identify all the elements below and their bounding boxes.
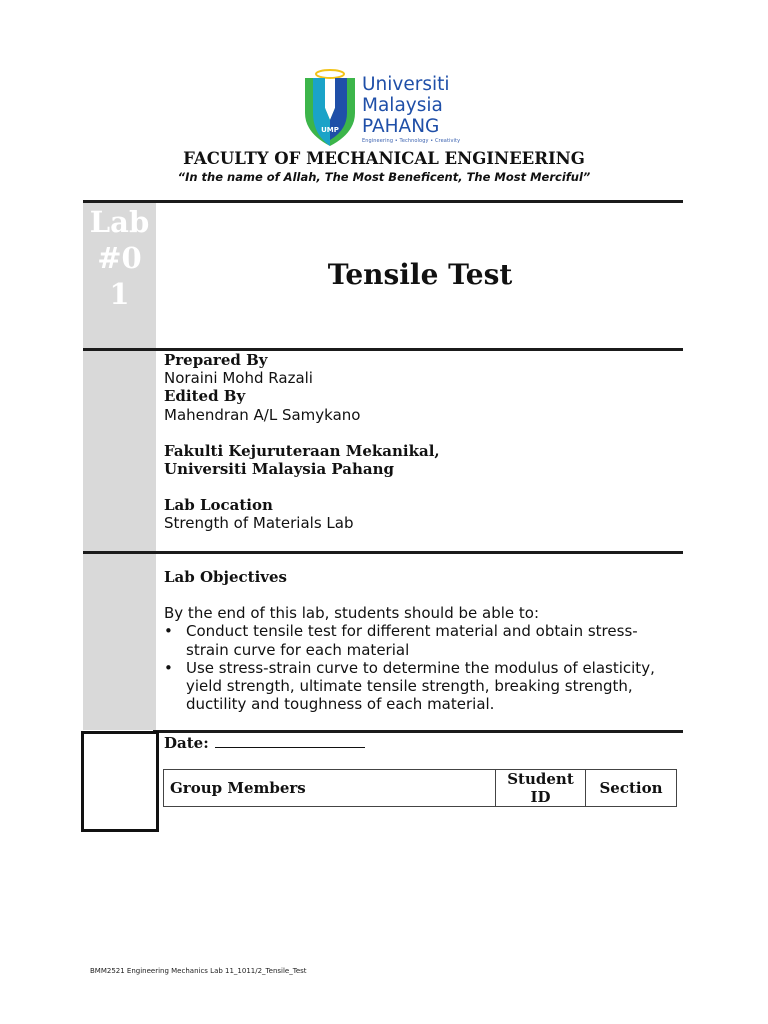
prepared-by-label: Prepared By [164,351,268,369]
column-header-student-id: Student ID [496,770,586,807]
edited-by-label: Edited By [164,387,246,406]
column-header-group-members: Group Members [164,770,496,807]
divider-2 [83,551,683,554]
logo-line-3: PAHANG [362,116,440,137]
university-logo [300,68,470,148]
edited-by-name: Mahendran A/L Samykano [164,405,361,424]
lab-location: Strength of Materials Lab [164,514,354,533]
logo-tagline: Engineering • Technology • Creativity [362,138,461,144]
objective-item: • Conduct tensile test for different material and obtain stress-strain curve for each material [164,622,674,658]
emblem-text: UMP [321,126,339,134]
column-header-section: Section [586,770,677,807]
objectives-list [164,622,674,713]
date-field[interactable] [215,734,365,748]
grade-box [81,731,159,832]
date-row [164,734,365,752]
objectives-heading: Lab Objectives [164,568,287,586]
logo-line-1: Universiti [362,74,450,95]
divider-3 [153,730,683,733]
motto: “In the name of Allah, The Most Beneficent, The Most Merciful” [177,170,591,184]
lab-title: Tensile Test [327,258,513,291]
footer-text: BMM2521 Engineering Mechanics Lab 11_1011/2_Tensile_Test [90,967,307,975]
sidebar-grey-2 [83,351,156,551]
prepared-info [164,351,440,533]
objective-item: • Use stress-strain curve to determine the modulus of elasticity, yield strength, ultimate tensile strength, breaking strength, ductility and toughness of each material. [164,659,674,714]
logo-line-2: Malaysia [362,95,443,116]
faculty-heading: FACULTY OF MECHANICAL ENGINEERING [183,149,585,168]
group-members-table [163,769,677,807]
divider-top [83,200,683,203]
lab-location-label: Lab Location [164,496,273,515]
faculty-name-line-2: Universiti Malaysia Pahang [164,460,394,479]
lab-objectives [164,568,674,713]
date-label: Date: [164,734,209,752]
sidebar-grey-3 [83,554,156,730]
prepared-by-name: Noraini Mohd Razali [164,369,313,388]
faculty-name-line-1: Fakulti Kejuruteraan Mekanikal, [164,441,440,460]
table-header-row [164,770,677,807]
logo-wordmark [362,74,460,144]
objectives-intro: By the end of this lab, students should be able to: [164,604,540,623]
ump-shield-icon [300,68,360,148]
lab-number: Lab #01 [89,205,150,311]
